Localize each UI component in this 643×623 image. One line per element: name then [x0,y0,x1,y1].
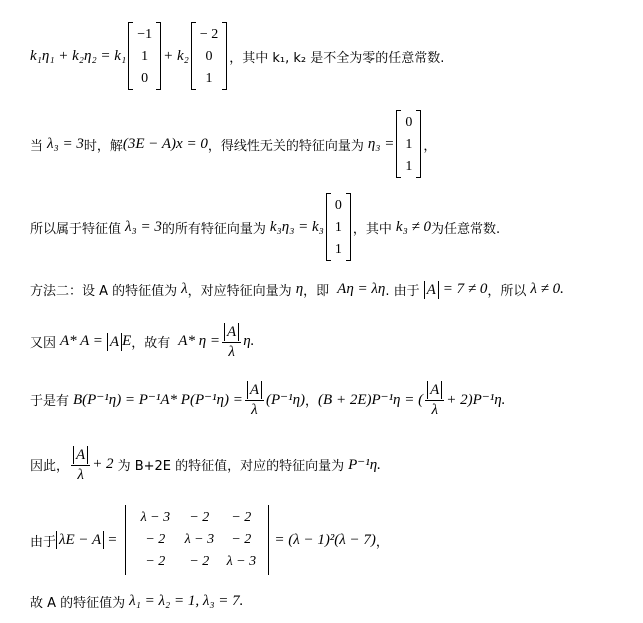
all-eigenvectors-line [30,193,500,261]
text: 时，解 [83,138,123,154]
vector-eta3 [396,110,421,178]
fraction-numerator: A [427,381,442,399]
vector-entry: 1 [405,158,413,174]
adjugate-line [30,322,254,361]
fraction [222,322,241,361]
conclusion-eigenvalue-line [30,445,381,484]
text: ，故有 [131,336,171,351]
text: 故 A 的特征值为 [30,596,126,611]
final-eigenvalues-line [30,592,243,611]
matrix-entry: λ − 3 [140,510,171,525]
formula: A* η = [178,333,221,349]
formula: η₃ = [367,135,395,152]
formula: = (λ − 1)²(λ − 7) [274,531,376,548]
formula: A* A = [60,333,103,349]
formula: B(P⁻¹η) = P⁻¹A* P(P⁻¹η) = [73,392,243,408]
fraction-denominator: λ [228,344,235,360]
vector-entry: 1 [141,48,149,64]
formula: + 2)P⁻¹η. [446,392,506,408]
formula: (P⁻¹η) [266,392,306,408]
vector-entry: 1 [205,70,213,86]
matrix-entry: − 2 [145,532,166,547]
matrix-entry: − 2 [231,510,252,525]
matrix-entry: − 2 [145,554,166,569]
matrix-entry: − 2 [231,532,252,547]
vector-entry: 1 [405,136,413,152]
formula: λ₁ = λ₂ = 1, λ₃ = 7. [129,593,244,609]
formula: (3E − A)x = 0 [122,135,208,152]
vector-entry: 0 [334,197,342,213]
formula: (B + 2E)P⁻¹η = ( [318,392,424,408]
fraction-denominator: λ [431,402,438,418]
text: 所以属于特征值 [30,221,122,237]
vector-entry: − 2 [199,26,219,42]
text: ， [375,534,389,550]
vector-entry: 0 [205,48,213,64]
eigenvector-combination-line [30,22,444,90]
formula: = 7 ≠ 0 [442,281,488,297]
fraction-denominator: λ [251,402,258,418]
formula: P⁻¹η. [348,457,381,473]
text: . 由于 [385,284,420,299]
text: ，其中 k₁, k₂ 是不全为零的任意常数. [229,50,445,66]
text: ，其中 [352,221,392,237]
text: 因此， [30,459,70,474]
matrix-entry: − 2 [189,554,210,569]
determinant-matrix [122,505,272,575]
formula: + k₂ [163,47,189,64]
formula: E [122,333,132,349]
text: ，所以 [487,284,527,299]
fraction [245,380,264,419]
text: 方法二：设 A 的特征值为 [30,284,178,299]
formula: η [295,281,304,297]
formula: Aη = λη [337,281,386,297]
characteristic-polynomial-line [30,505,389,575]
text: ， [305,394,319,409]
lambda3-solve-line [30,110,436,178]
matrix-entry: − 2 [189,510,210,525]
formula: η. [243,333,255,349]
text: ，得线性无关的特征向量为 [207,138,364,154]
formula: λ₃ = 3 [125,218,162,235]
vector-entry: 1 [334,219,342,235]
fraction-numerator: A [224,323,239,341]
text: 由于 [30,534,57,550]
vector-entry: 1 [334,241,342,257]
formula: + 2 [92,456,114,472]
formula: k₃η₃ = k₃ [269,218,324,235]
vector-entry: 0 [405,114,413,130]
text: 的所有特征向量为 [161,221,266,237]
formula: k₁η₁ + k₂η₂ = k₁ [30,47,127,64]
vector-1 [128,22,161,90]
formula: λ ≠ 0. [530,281,564,297]
method-two-line [30,280,564,299]
vector-entry: −1 [137,26,153,42]
formula: λ₃ = 3 [47,135,84,152]
text: ，即 [303,284,330,299]
fraction-numerator: A [247,381,262,399]
text: 于是有 [30,394,70,409]
text: 为 B+2E 的特征值，对应的特征向量为 [117,459,345,474]
determinant-abs: A [424,281,439,299]
text: ，对应特征向量为 [187,284,292,299]
matrix-entry: λ − 3 [184,532,215,547]
text: 又因 [30,336,57,351]
text: ， [423,138,437,154]
fraction [425,380,444,419]
fraction [71,445,90,484]
formula: k₃ ≠ 0 [395,218,432,235]
matrix-entry: λ − 3 [226,554,257,569]
vector-entry: 0 [141,70,149,86]
determinant-abs: A [107,333,122,351]
text: 当 [30,138,44,154]
formula: = [107,531,118,548]
text: 为任意常数. [431,221,501,237]
formula: λ [181,281,188,297]
transformed-eigenvector-line [30,380,505,419]
fraction-denominator: λ [77,467,84,483]
fraction-numerator: A [73,446,88,464]
determinant-abs: λE − A [56,531,104,549]
vector-2 [191,22,227,90]
vector-eta3 [326,193,351,261]
